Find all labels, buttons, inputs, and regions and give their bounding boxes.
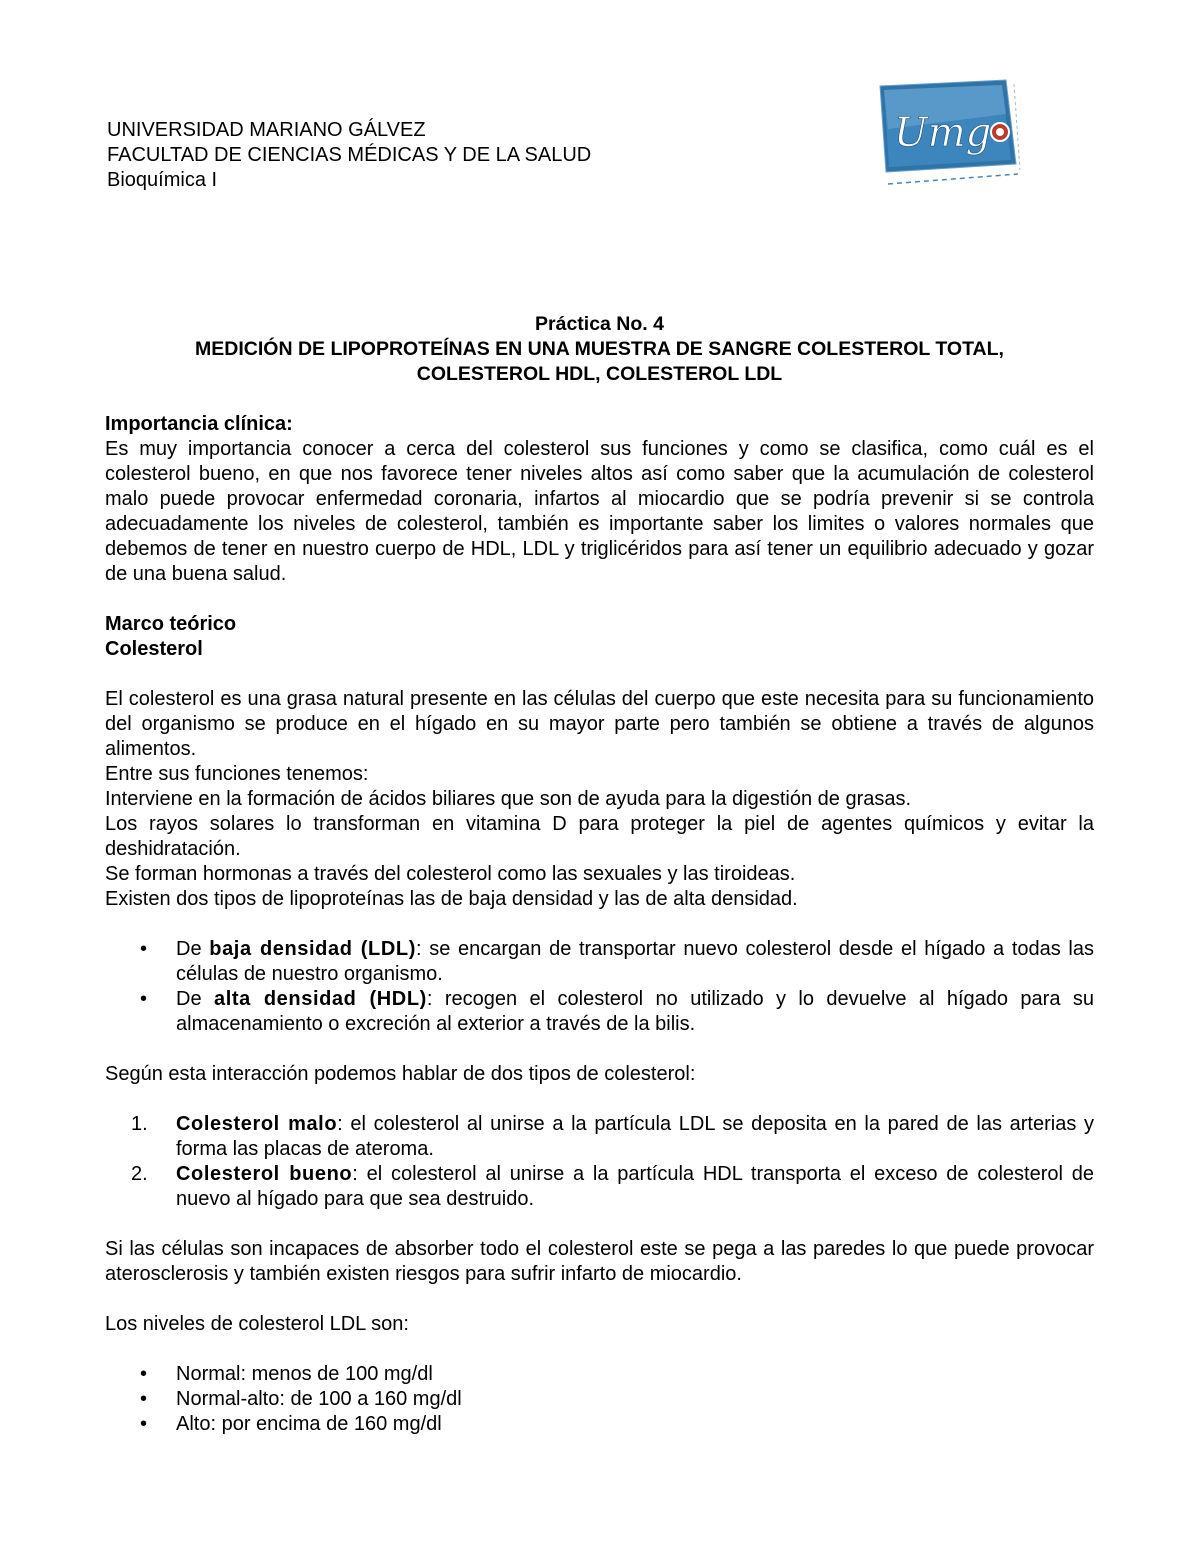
practice-title [105, 312, 1094, 387]
ldl-levels-list [105, 1362, 1094, 1437]
list-number: 2. [131, 1163, 148, 1185]
bullet-icon: • [140, 1388, 148, 1410]
bad-cholesterol-term: Colesterol malo [176, 1113, 338, 1135]
practice-subject-line2: COLESTEROL HDL, COLESTEROL LDL [416, 363, 783, 385]
lipoprotein-types-intro: Existen dos tipos de lipoproteínas las de baja densidad y las de alta densidad. [105, 888, 798, 910]
institution-header [107, 118, 591, 193]
function-bile-acids: Interviene en la formación de ácidos biliares que son de ayuda para la digestión de grasas. [105, 788, 912, 810]
function-vitamin-d: Los rayos solares lo transforman en vitamina D para proteger la piel de agentes químicos y evitar la deshidratación. [105, 813, 1094, 860]
clinical-importance-heading: Importancia clínica: [105, 413, 293, 435]
list-number: 1. [131, 1113, 148, 1135]
list-item [105, 1362, 1094, 1387]
ldl-levels-intro: Los niveles de colesterol LDL son: [105, 1313, 409, 1335]
cholesterol-intro: El colesterol es una grasa natural presente en las células del cuerpo que este necesita para su funcionamiento del organismo se produce en el hígado en su mayor parte pero también se obtiene a través de algunos alimentos. [105, 688, 1094, 760]
functions-intro: Entre sus funciones tenemos: [105, 763, 369, 785]
university-name: UNIVERSIDAD MARIANO GÁLVEZ [107, 119, 426, 141]
list-item [105, 1412, 1094, 1437]
theory-heading: Marco teórico [105, 613, 237, 635]
bullet-icon: • [140, 1363, 148, 1385]
good-cholesterol-term: Colesterol bueno [176, 1163, 353, 1185]
ldl-term: baja densidad (LDL) [209, 938, 416, 960]
list-item [105, 1162, 1094, 1212]
level-high: Alto: por encima de 160 mg/dl [176, 1413, 442, 1435]
hdl-term: alta densidad (HDL) [213, 988, 427, 1010]
level-normal-high: Normal-alto: de 100 a 160 mg/dl [176, 1388, 462, 1410]
list-item: • De baja densidad (LDL): se encargan de transportar nuevo colesterol desde el hígado a todas las células de nuestro organismo. [140, 938, 1094, 985]
list-item [105, 1387, 1094, 1412]
bullet-icon: • [140, 988, 148, 1010]
ldl-description: : se encargan de transportar nuevo colesterol desde el hígado a todas las células de nuestro organismo. [176, 938, 1094, 985]
good-cholesterol-description: : el colesterol al unirse a la partícula HDL transporta el exceso de colesterol de nuevo al hígado para que sea destruido. [176, 1163, 1094, 1210]
hdl-description: : recogen el colesterol no utilizado y lo devuelve al hígado para su almacenamiento o excreción al exterior a través de la bilis. [176, 988, 1094, 1035]
umg-logo [868, 74, 1028, 194]
faculty-name: FACULTAD DE CIENCIAS MÉDICAS Y DE LA SALUD [107, 144, 592, 166]
clinical-importance-text: Es muy importancia conocer a cerca del colesterol sus funciones y como se clasifica, como cuál es el colesterol bueno, en que nos favorece tener niveles altos así como saber que la acumulación de colesterol malo puede provocar enfermedad coronaria, infartos al miocardio que se podría prevenir si se controla adecuadamente los niveles de colesterol, también es importante saber los limites o valores normales que debemos de tener en nuestro cuerpo de HDL, LDL y triglicéridos para así tener un equilibrio adecuado y gozar de una buena salud. [105, 438, 1094, 585]
bullet-icon: • [140, 1413, 148, 1435]
function-hormones: Se forman hormonas a través del colesterol como las sexuales y las tiroideas. [105, 863, 796, 885]
cholesterol-types-intro: Según esta interacción podemos hablar de dos tipos de colesterol: [105, 1063, 696, 1085]
logo-lettering: Umg [894, 110, 992, 156]
practice-subject-line1: MEDICIÓN DE LIPOPROTEÍNAS EN UNA MUESTRA DE SANGRE COLESTEROL TOTAL, [195, 338, 1004, 360]
list-item [105, 1112, 1094, 1162]
document-body [105, 312, 1094, 1437]
cholesterol-subheading: Colesterol [105, 638, 203, 660]
course-name: Bioquímica I [107, 169, 218, 191]
list-item: • De alta densidad (HDL): recogen el colesterol no utilizado y lo devuelve al hígado para su almacenamiento o excreción al exterior a través de la bilis. [140, 988, 1094, 1035]
level-normal: Normal: menos de 100 mg/dl [176, 1363, 433, 1385]
bad-cholesterol-description: : el colesterol al unirse a la partícula LDL se deposita en la pared de las arterias y forma las placas de ateroma. [176, 1113, 1094, 1160]
risk-paragraph: Si las células son incapaces de absorber todo el colesterol este se pega a las paredes lo que puede provocar aterosclerosis y también existen riesgos para sufrir infarto de miocardio. [105, 1238, 1094, 1285]
lipoprotein-list [105, 937, 1094, 1037]
bullet-icon: • [140, 938, 148, 960]
cholesterol-types-list [105, 1112, 1094, 1212]
practice-number: Práctica No. 4 [535, 313, 664, 335]
